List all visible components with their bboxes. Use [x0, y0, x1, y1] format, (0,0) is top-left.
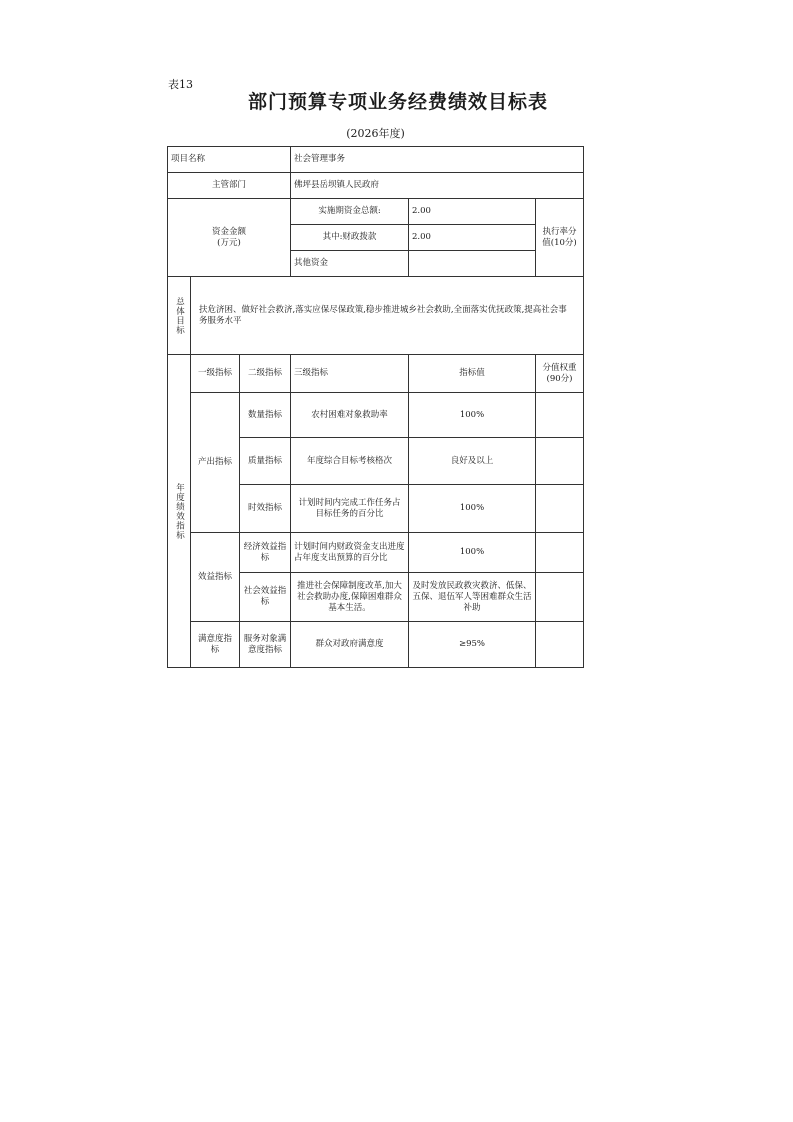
satisfaction-level2: 服务对象满意度指标	[239, 621, 291, 668]
benefit-row-1-value: 100%	[408, 532, 536, 573]
project-name-label: 项目名称	[167, 146, 291, 173]
output-row-1-level3: 农村困难对象救助率	[290, 392, 409, 438]
page-title: 部门预算专项业务经费绩效目标表	[247, 91, 548, 113]
fund-amount-label: 资金金额 (万元)	[167, 198, 291, 277]
header-value: 指标值	[408, 354, 536, 393]
header-level3: 三级指标	[290, 354, 409, 393]
project-name-value: 社会管理事务	[290, 146, 584, 173]
satisfaction-value: ≥95%	[408, 621, 536, 668]
benefit-row-2-level3: 推进社会保障制度改革,加大社会救助办度,保障困难群众基本生活。	[290, 572, 409, 622]
other-fund-label: 其他资金	[290, 250, 409, 277]
output-row-1-weight	[535, 392, 584, 438]
benefit-row-2-weight	[535, 572, 584, 622]
annual-indicators-label-text: 年度绩效指标	[174, 482, 185, 540]
benefit-row-1-level2: 经济效益指标	[239, 532, 291, 573]
header-level1: 一级指标	[190, 354, 240, 393]
other-fund-value	[408, 250, 536, 277]
satisfaction-weight	[535, 621, 584, 668]
header-level2: 二级指标	[239, 354, 291, 393]
fiscal-year: (2026年度)	[346, 127, 405, 140]
output-row-3-level2: 时效指标	[239, 484, 291, 533]
benefit-row-2-value: 及时发放民政救灾救济、低保、五保、退伍军人等困难群众生活补助	[408, 572, 536, 622]
benefit-row-1-weight	[535, 532, 584, 573]
fiscal-fund-value: 2.00	[408, 224, 536, 251]
overall-goal-label-text: 总体目标	[174, 296, 185, 335]
fiscal-fund-label: 其中:财政拨款	[290, 224, 409, 251]
total-fund-label: 实施期资金总额:	[290, 198, 409, 225]
benefit-row-1-level3: 计划时间内财政资金支出进度占年度支出预算的百分比	[290, 532, 409, 573]
output-row-1-level2: 数量指标	[239, 392, 291, 438]
output-row-2-level3: 年度综合目标考核格次	[290, 437, 409, 485]
table-number: 表13	[168, 78, 193, 91]
output-indicator-label: 产出指标	[190, 392, 240, 533]
output-row-2-level2: 质量指标	[239, 437, 291, 485]
department-label: 主管部门	[167, 172, 291, 199]
output-row-1-value: 100%	[408, 392, 536, 438]
satisfaction-indicator-label: 满意度指标	[190, 621, 240, 668]
satisfaction-level3: 群众对政府满意度	[290, 621, 409, 668]
overall-goal-text: 扶危济困、做好社会救济,落实应保尽保政策,稳步推进城乡社会救助,全面落实优抚政策,提高社会事务服务水平	[190, 276, 584, 355]
department-value: 佛坪县岳坝镇人民政府	[290, 172, 584, 199]
output-row-3-level3: 计划时间内完成工作任务占目标任务的百分比	[290, 484, 409, 533]
output-row-3-value: 100%	[408, 484, 536, 533]
output-row-2-weight	[535, 437, 584, 485]
benefit-row-2-level2: 社会效益指标	[239, 572, 291, 622]
annual-indicators-label	[167, 354, 191, 668]
output-row-2-value: 良好及以上	[408, 437, 536, 485]
total-fund-value: 2.00	[408, 198, 536, 225]
benefit-indicator-label: 效益指标	[190, 532, 240, 622]
output-row-3-weight	[535, 484, 584, 533]
header-weight: 分值权重(90分)	[535, 354, 584, 393]
overall-goal-label	[167, 276, 191, 355]
execution-rate-label: 执行率分值(10分)	[535, 198, 584, 277]
